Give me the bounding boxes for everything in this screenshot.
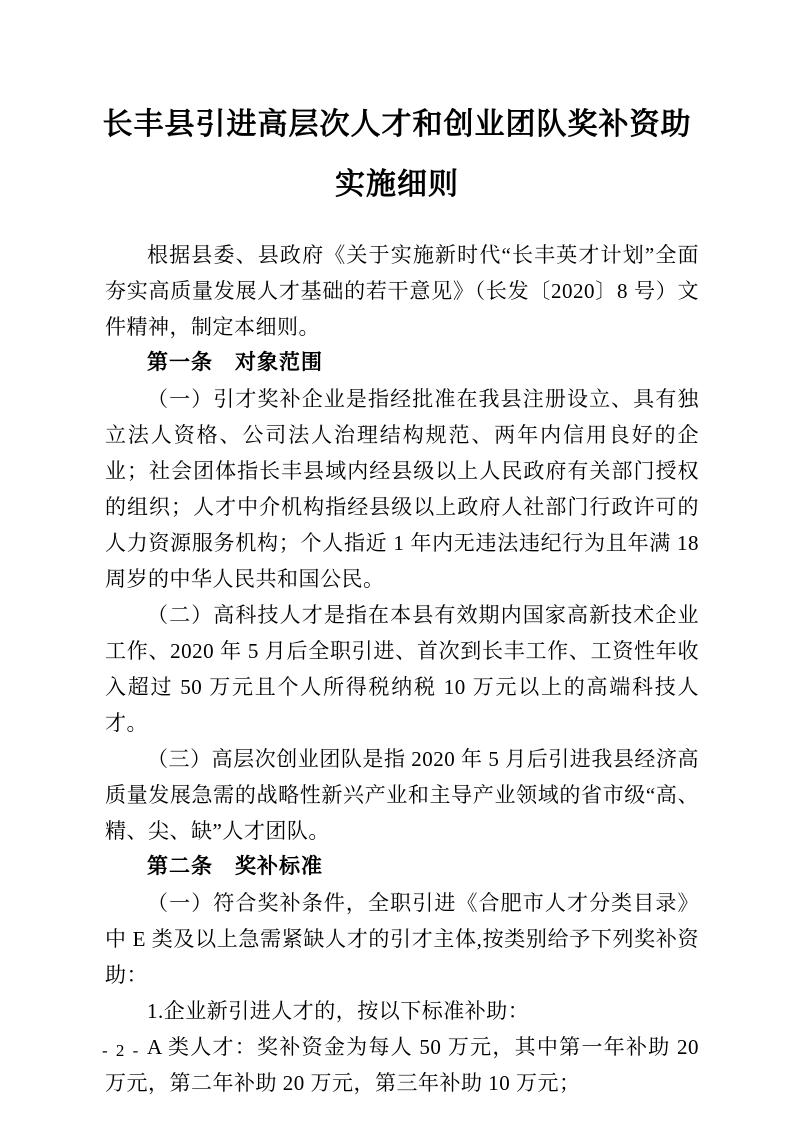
item-new-talent-subsidy: 1.企业新引进人才的，按以下标准补助： (147, 999, 530, 1023)
document-body (105, 237, 699, 1101)
clause-2-high-tech-talent: （二）高科技人才是指在本县有效期内国家高新技术企业工作、2020 年 5 月后全职引进、首次到长丰工作、工资性年收入超过 50 万元且个人所得税纳税 10 万元以上的高端科技人才。 (105, 603, 699, 735)
paragraph-intro: 根据县委、县政府《关于实施新时代“长丰英才计划”全面夯实高质量发展人才基础的若干意见》（长发〔2020〕8 号）文件精神，制定本细则。 (105, 243, 699, 339)
clause-subsidy-conditions: （一）符合奖补条件，全职引进《合肥市人才分类目录》中 E 类及以上急需紧缺人才的引才主体,按类别给予下列奖补资助： (105, 891, 699, 987)
page-number: - 2 - (102, 1041, 141, 1060)
document-title-line2: 实施细则 (335, 168, 459, 201)
heading-article-1: 第一条 对象范围 (147, 351, 323, 374)
clause-3-startup-teams: （三）高层次创业团队是指 2020 年 5 月后引进我县经济高质量发展急需的战略性新兴产业和主导产业领域的省市级“高、精、尖、缺”人才团队。 (105, 747, 699, 843)
clause-1-talent-recruiting-entities: （一）引才奖补企业是指经批准在我县注册设立、具有独立法人资格、公司法人治理结构规范、两年内信用良好的企业；社会团体指长丰县域内经县级以上人民政府有关部门授权的组织；人才中介机构指经县级以上政府人社部门行政许可的人力资源服务机构；个人指近 1 年内无违法违纪行为且年满 18 周岁的中华人民共和国公民。 (105, 387, 699, 591)
item-class-a-talent-subsidy: A 类人才：奖补资金为每人 50 万元，其中第一年补助 20 万元，第二年补助 20 万元，第三年补助 10 万元； (105, 1035, 699, 1095)
document-title (0, 95, 794, 215)
document-title-line1: 长丰县引进高层次人才和创业团队奖补资助 (102, 108, 692, 141)
heading-article-2: 第二条 奖补标准 (147, 855, 323, 878)
